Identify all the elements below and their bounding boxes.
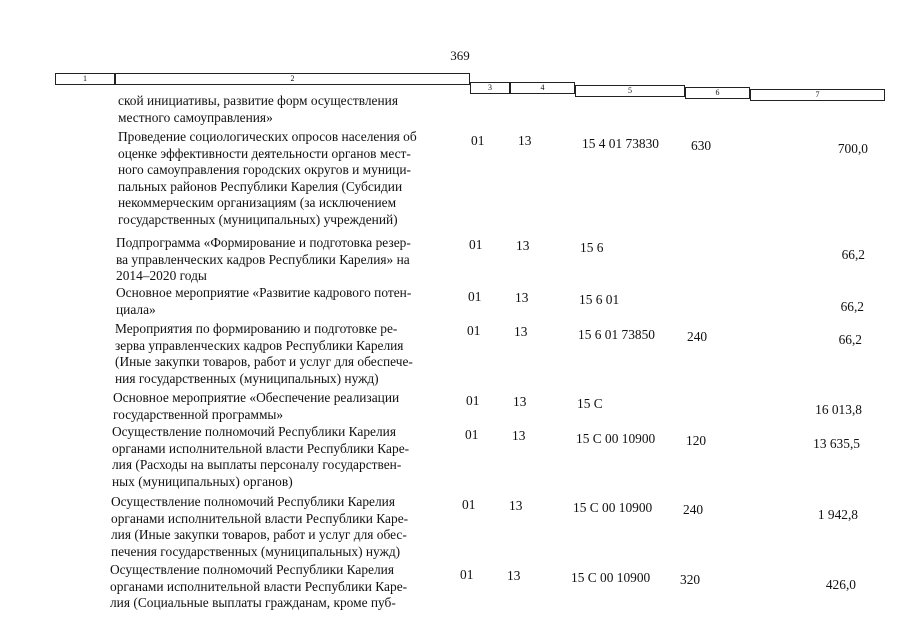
column-header-1: 1	[55, 73, 115, 85]
row-target-article: 15 С 00 10900	[576, 431, 656, 446]
column-header-6: 6	[685, 87, 750, 99]
row-amount: 66,2	[838, 332, 862, 347]
row-expense-type: 630	[691, 138, 712, 153]
row-amount: 66,2	[840, 299, 864, 314]
row-description: Осуществление полномочий Республики Карелия органами исполнительной власти Республики Каре- лия (Иные закупки товаров, работ и услуг для обес- печения государственных (муниципальных) нужд)	[111, 494, 409, 559]
row-description: Подпрограмма «Формирование и подготовка резер- ва управленческих кадров Республики Карелия» на 2014–2020 годы	[116, 235, 411, 283]
column-header-4: 4	[510, 82, 575, 94]
row-description: ской инициативы, развитие форм осуществления местного самоуправления»	[118, 93, 398, 125]
row-target-article: 15 6 01 73850	[578, 327, 655, 342]
row-target-article: 15 4 01 73830	[582, 136, 659, 151]
row-expense-type: 240	[687, 329, 708, 344]
row-description: Мероприятия по формированию и подготовке ре- зерва управленческих кадров Республики Карелия (Иные закупки товаров, работ и услуг для обеспече- ния государственных (муниципальных) нужд)	[115, 321, 413, 386]
row-subsection: 13	[514, 324, 528, 339]
row-amount: 13 635,5	[813, 436, 860, 451]
row-amount: 426,0	[825, 577, 856, 592]
row-section: 01	[462, 497, 476, 512]
row-section: 01	[471, 133, 485, 148]
row-subsection: 13	[507, 568, 521, 583]
column-header-2: 2	[115, 73, 470, 85]
row-description: Основное мероприятие «Обеспечение реализации государственной программы»	[113, 390, 400, 422]
row-section: 01	[466, 393, 480, 408]
column-header-5: 5	[575, 85, 685, 97]
row-subsection: 13	[515, 290, 529, 305]
row-subsection: 13	[518, 133, 532, 148]
page-number: 369	[450, 48, 470, 63]
row-subsection: 13	[509, 498, 523, 513]
column-header-3: 3	[470, 82, 510, 94]
row-target-article: 15 С 00 10900	[573, 500, 653, 515]
row-target-article: 15 С	[577, 396, 603, 411]
row-description: Осуществление полномочий Республики Карелия органами исполнительной власти Республики Каре- лия (Социальные выплаты гражданам, кроме пуб-	[110, 562, 408, 610]
row-subsection: 13	[513, 394, 527, 409]
row-subsection: 13	[516, 238, 530, 253]
row-target-article: 15 6 01	[579, 292, 620, 307]
row-section: 01	[468, 289, 482, 304]
row-expense-type: 240	[683, 502, 704, 517]
row-amount: 66,2	[841, 247, 865, 262]
row-section: 01	[469, 237, 483, 252]
row-subsection: 13	[512, 428, 526, 443]
row-expense-type: 120	[686, 433, 707, 448]
row-amount: 700,0	[837, 141, 868, 156]
row-section: 01	[467, 323, 481, 338]
row-description: Проведение социологических опросов населения об оценке эффективности деятельности органов мест- ного самоуправления городских округов и муници- пальных районов Республики Карелия (Субсидии некоммерческим организациям (за исключением государственных (муниципальных) учреждений)	[118, 129, 417, 227]
column-header-7: 7	[750, 89, 885, 101]
row-section: 01	[465, 427, 479, 442]
row-expense-type: 320	[680, 572, 701, 587]
row-target-article: 15 6	[580, 240, 604, 255]
row-amount: 1 942,8	[817, 507, 858, 522]
row-target-article: 15 С 00 10900	[571, 570, 651, 585]
row-section: 01	[460, 567, 474, 582]
row-amount: 16 013,8	[815, 402, 862, 417]
row-description: Осуществление полномочий Республики Карелия органами исполнительной власти Республики Каре- лия (Расходы на выплаты персоналу государствен- ных (муниципальных) органов)	[112, 424, 410, 489]
row-description: Основное мероприятие «Развитие кадрового потен- циала»	[116, 285, 412, 317]
